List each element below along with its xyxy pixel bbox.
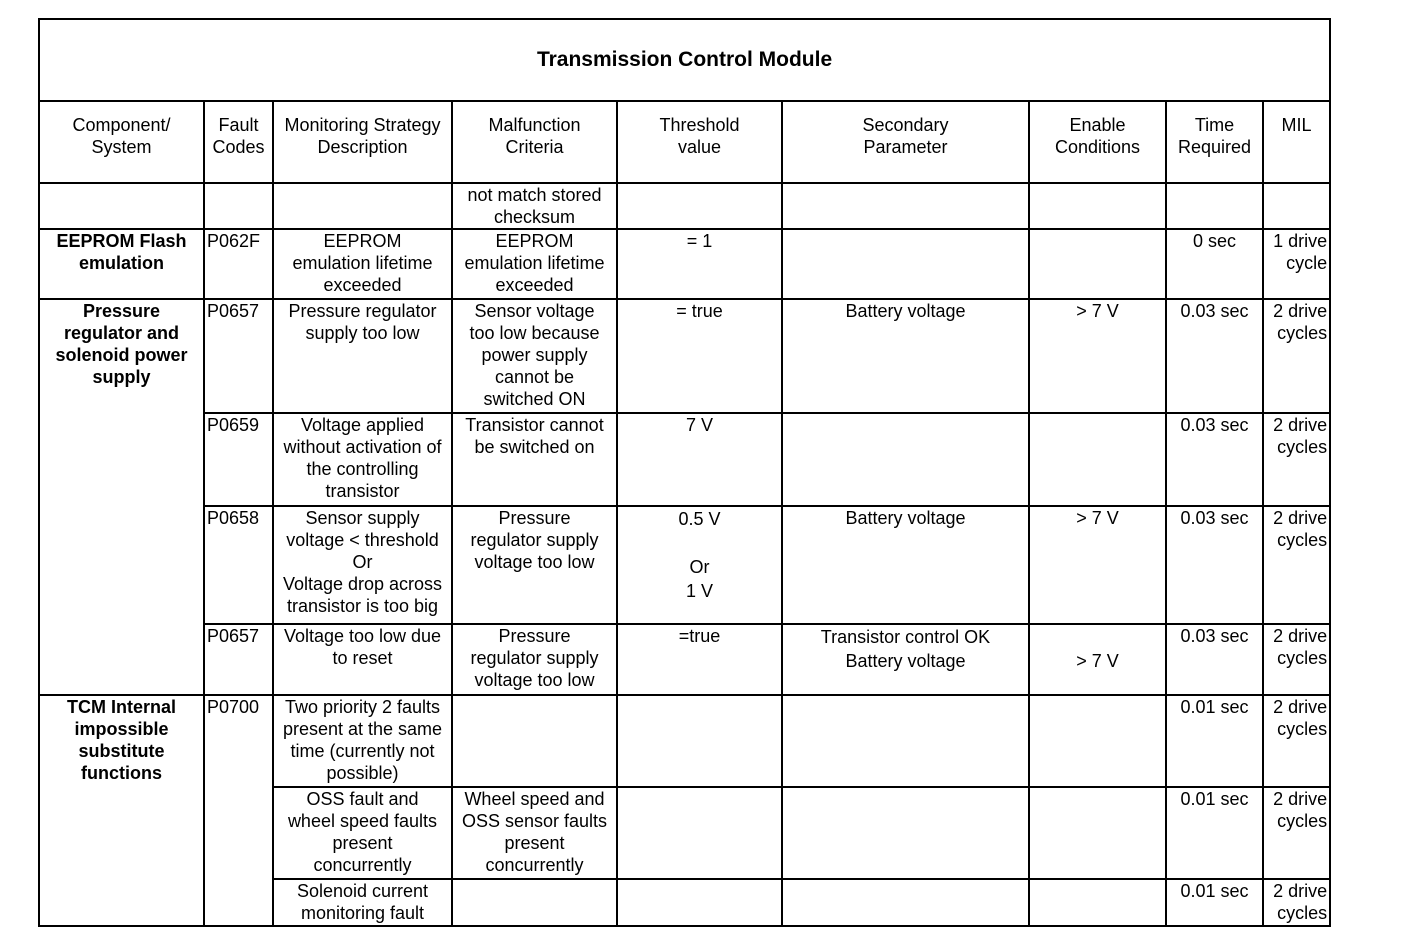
cell-threshold: = 1 [617, 229, 782, 299]
cell-code: P0658 [204, 506, 273, 624]
header-criteria: Malfunction Criteria [452, 101, 617, 183]
header-component: Component/ System [39, 101, 204, 183]
cell-enable [1029, 695, 1166, 787]
cell-secondary [782, 229, 1029, 299]
table-row [39, 624, 1330, 695]
table-row [39, 506, 1330, 624]
cell-time [1166, 183, 1263, 229]
cell-time: 0.03 sec [1166, 299, 1263, 413]
cell-secondary: Battery voltage [782, 299, 1029, 413]
cell-code: P062F [204, 229, 273, 299]
cell-threshold [617, 879, 782, 926]
cell-criteria: Sensor voltage too low because power supply cannot be switched ON [452, 299, 617, 413]
cell-threshold [617, 787, 782, 879]
cell-enable [1029, 183, 1166, 229]
cell-mil: 2 drive cycles [1263, 624, 1330, 695]
header-time: Time Required [1166, 101, 1263, 183]
cell-threshold [617, 695, 782, 787]
header-secondary: Secondary Parameter [782, 101, 1029, 183]
cell-threshold [617, 183, 782, 229]
cell-enable [1029, 787, 1166, 879]
cell-mil: 2 drive cycles [1263, 787, 1330, 879]
table-row [39, 695, 1330, 787]
cell-time: 0.03 sec [1166, 506, 1263, 624]
cell-criteria [452, 879, 617, 926]
cell-secondary [782, 183, 1029, 229]
cell-enable [1029, 879, 1166, 926]
table-row [39, 183, 1330, 229]
cell-threshold: 0.5 V Or 1 V [617, 506, 782, 624]
table-row [39, 413, 1330, 506]
cell-strategy: Voltage applied without activation of the controlling transistor [273, 413, 452, 506]
header-threshold: Threshold value [617, 101, 782, 183]
cell-criteria: not match stored checksum [452, 183, 617, 229]
cell-threshold: 7 V [617, 413, 782, 506]
header-fault-codes: Fault Codes [204, 101, 273, 183]
cell-component: TCM Internal impossible substitute functions [39, 695, 204, 926]
header-strategy: Monitoring Strategy Description [273, 101, 452, 183]
cell-criteria: Pressure regulator supply voltage too low [452, 624, 617, 695]
cell-criteria: Wheel speed and OSS sensor faults present concurrently [452, 787, 617, 879]
cell-time: 0.01 sec [1166, 879, 1263, 926]
cell-time: 0.01 sec [1166, 695, 1263, 787]
cell-enable: > 7 V [1029, 506, 1166, 624]
cell-component: EEPROM Flash emulation [39, 229, 204, 299]
cell-strategy: Voltage too low due to reset [273, 624, 452, 695]
cell-component: Pressure regulator and solenoid power supply [39, 299, 204, 695]
cell-time: 0.03 sec [1166, 624, 1263, 695]
cell-code [204, 183, 273, 229]
cell-mil: 2 drive cycles [1263, 879, 1330, 926]
cell-strategy: Solenoid current monitoring fault [273, 879, 452, 926]
tcm-table [38, 18, 1331, 927]
cell-time: 0 sec [1166, 229, 1263, 299]
cell-code: P0659 [204, 413, 273, 506]
header-row [39, 101, 1330, 183]
cell-secondary [782, 879, 1029, 926]
cell-criteria: Transistor cannot be switched on [452, 413, 617, 506]
cell-strategy: Pressure regulator supply too low [273, 299, 452, 413]
table-title: Transmission Control Module [39, 19, 1330, 101]
cell-strategy [273, 183, 452, 229]
cell-mil: 2 drive cycles [1263, 299, 1330, 413]
cell-enable [1029, 413, 1166, 506]
header-mil: MIL [1263, 101, 1330, 183]
cell-strategy: EEPROM emulation lifetime exceeded [273, 229, 452, 299]
cell-time: 0.01 sec [1166, 787, 1263, 879]
header-enable: Enable Conditions [1029, 101, 1166, 183]
cell-secondary [782, 695, 1029, 787]
table-row [39, 299, 1330, 413]
cell-criteria [452, 695, 617, 787]
cell-code: P0657 [204, 299, 273, 413]
cell-secondary [782, 787, 1029, 879]
cell-mil: 1 drive cycle [1263, 229, 1330, 299]
cell-strategy: Sensor supply voltage < threshold Or Voltage drop across transistor is too big [273, 506, 452, 624]
cell-criteria: EEPROM emulation lifetime exceeded [452, 229, 617, 299]
cell-mil [1263, 183, 1330, 229]
cell-code: P0700 [204, 695, 273, 926]
cell-strategy: Two priority 2 faults present at the same time (currently not possible) [273, 695, 452, 787]
cell-criteria: Pressure regulator supply voltage too low [452, 506, 617, 624]
tcm-document [38, 18, 1329, 923]
cell-threshold: =true [617, 624, 782, 695]
cell-mil: 2 drive cycles [1263, 413, 1330, 506]
cell-strategy: OSS fault and wheel speed faults present concurrently [273, 787, 452, 879]
cell-enable: > 7 V [1029, 624, 1166, 695]
cell-mil: 2 drive cycles [1263, 695, 1330, 787]
cell-secondary [782, 413, 1029, 506]
cell-enable: > 7 V [1029, 299, 1166, 413]
table-row [39, 229, 1330, 299]
cell-secondary: Battery voltage [782, 506, 1029, 624]
cell-secondary: Transistor control OK Battery voltage [782, 624, 1029, 695]
cell-code: P0657 [204, 624, 273, 695]
cell-threshold: = true [617, 299, 782, 413]
cell-component [39, 183, 204, 229]
cell-mil: 2 drive cycles [1263, 506, 1330, 624]
cell-enable [1029, 229, 1166, 299]
cell-time: 0.03 sec [1166, 413, 1263, 506]
